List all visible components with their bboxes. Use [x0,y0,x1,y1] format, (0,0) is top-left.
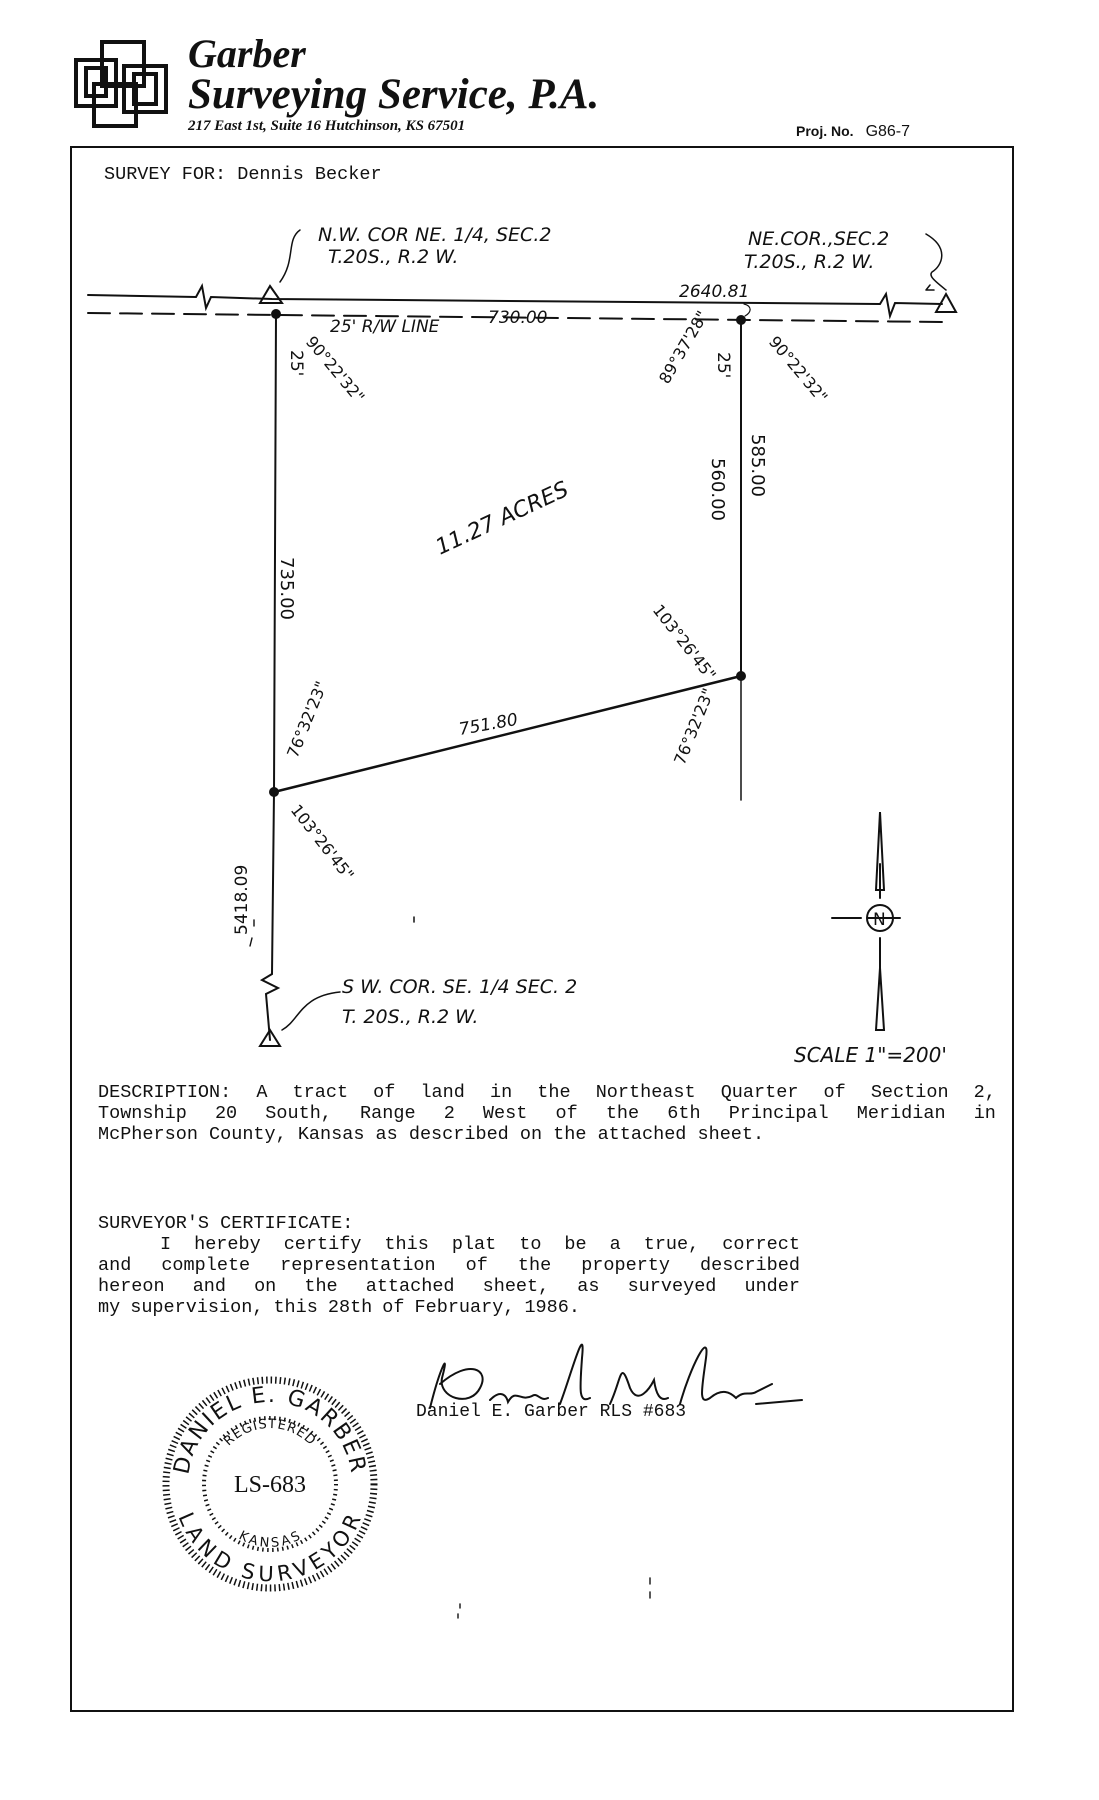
angle-nw: 90°22'32" [301,332,369,407]
text-word: land [420,1082,465,1103]
description-line [98,1103,996,1124]
angle-ne-inner: 89°37'28" [655,307,712,387]
south-property-line [274,676,741,792]
west-line-distance: 735.00 [276,557,297,620]
project-number-label: Proj. No. [796,123,854,139]
east-offset-label: 25' [713,352,733,379]
seal-inner-top: REGISTERED [221,1416,319,1450]
text-word: under [744,1276,800,1297]
west-offset-label: 25' [286,350,306,377]
se-survey-point [736,671,746,681]
text-word: tract [292,1082,349,1103]
text-word: of [373,1082,396,1103]
angle-ne-outer: 90°22'32" [764,332,832,407]
west-property-line [274,314,276,792]
text-word: I [160,1234,172,1255]
north-label: N [873,910,886,930]
text-word: Principal [728,1103,829,1124]
text-word: supervision, [130,1297,264,1318]
certificate-line [98,1255,800,1276]
section-line-distance: 2640.81 [679,282,750,302]
company-name-line1: Garber [188,31,306,76]
text-word: hereon [98,1276,165,1297]
nw-corner-label-line1: N.W. COR NE. 1/4, SEC.2 [318,224,552,246]
ne-survey-point [736,315,746,325]
signer-name: Daniel E. Garber RLS #683 [416,1402,687,1422]
text-word: Meridian [856,1103,946,1124]
nw-corner-label-line2: T.20S., R.2 W. [328,246,459,268]
text-word: Range [360,1103,416,1124]
rw-line-label: 25' R/W LINE [330,317,440,337]
angle-sw-upper: 76°32'23" [283,678,331,761]
certificate-heading: SURVEYOR'S CERTIFICATE: [98,1213,354,1234]
text-word: the [304,1276,338,1297]
scale-label: SCALE 1"=200' [794,1043,947,1067]
text-word: McPherson County, Kansas as described on the attached sheet. [98,1124,765,1145]
angle-sw-lower: 103°26'45" [286,800,358,885]
ne-corner-label-line1: NE.COR.,SEC.2 [748,228,890,250]
text-word: the [517,1255,552,1276]
seal-top-text: DANIEL E. GARBER [169,1382,371,1477]
surveyor-certificate [98,1213,800,1318]
text-word: 2 [443,1103,455,1124]
text-word: 2, [973,1082,996,1103]
text-word: in [973,1103,996,1124]
text-word: certify [283,1234,362,1255]
text-word: 6th [667,1103,701,1124]
project-number-value: G86-7 [865,123,911,140]
nw-survey-point [271,309,281,319]
text-word: on [254,1276,277,1297]
text-word: 1986. [524,1297,580,1318]
text-word: of [555,1103,578,1124]
north-arrow-icon [832,812,900,1030]
text-word: to [519,1234,542,1255]
acreage-label: 11.27 ACRES [431,477,573,561]
text-word: 20 [214,1103,238,1124]
sw-survey-point [269,787,279,797]
text-word: and [98,1255,132,1276]
text-word: be [564,1234,587,1255]
sw-corner-label-line1: S W. COR. SE. 1/4 SEC. 2 [342,976,578,998]
text-word: complete [161,1255,251,1276]
text-word: described [700,1255,800,1276]
sw-distance-label: 5418.09 [232,864,252,935]
certificate-line [98,1297,800,1318]
text-word: this [384,1234,429,1255]
text-word: West [482,1103,528,1124]
text-word: Township [98,1103,187,1124]
text-word: the [537,1082,571,1103]
nw-corner-triangle [260,286,282,303]
south-line-distance: 751.80 [457,709,520,740]
text-word: of [465,1255,488,1276]
text-word: representation [280,1255,436,1276]
sw-corner-label-line2: T. 20S., R.2 W. [342,1006,479,1028]
text-word: of [382,1297,405,1318]
east-line-distance-outer: 585.00 [747,434,768,497]
text-word: February, [414,1297,515,1318]
text-word: South, [265,1103,332,1124]
text-word: the [605,1103,640,1124]
text-word: property [581,1255,671,1276]
text-word: A [256,1082,268,1103]
text-word: this [273,1297,318,1318]
text-word: hereby [194,1234,261,1255]
seal-number: LS-683 [234,1472,306,1498]
text-word: sheet, [482,1276,550,1297]
seal-bottom-text: LAND SURVEYOR [173,1508,367,1587]
east-line-distance-inner: 560.00 [707,458,728,521]
text-word: as [577,1276,600,1297]
text-word: Section [870,1082,949,1103]
text-word: and [192,1276,226,1297]
company-address: 217 East 1st, Suite 16 Hutchinson, KS 67501 [188,118,466,134]
text-word: of [823,1082,846,1103]
text-word: surveyed [627,1276,717,1297]
text-word: in [489,1082,513,1103]
angle-se-lower: 76°32'23" [670,685,718,768]
survey-for: SURVEY FOR: Dennis Becker [104,164,382,185]
land-surveyor-seal [160,1374,380,1594]
text-word: correct [722,1234,800,1255]
text-word: true, [643,1234,700,1255]
text-word: Northeast [595,1082,696,1103]
angle-se-upper: 103°26'45" [648,600,720,685]
north-line-distance: 730.00 [488,308,548,328]
text-word: my [98,1297,121,1318]
text-word: plat [451,1234,497,1255]
text-word: attached [365,1276,455,1297]
certificate-line [98,1276,800,1297]
description-block [98,1082,996,1145]
southwest-section-line [262,792,278,1040]
text-word: DESCRIPTION: [98,1082,232,1103]
seal-inner-bottom: KANSAS [236,1528,304,1552]
description-line [98,1082,996,1103]
text-word: a [609,1234,621,1255]
text-word: 28th [327,1297,373,1318]
certificate-line [98,1234,800,1255]
description-line [98,1124,996,1145]
text-word: Quarter [720,1082,799,1103]
company-name-line2: Surveying Service, P.A. [188,71,600,118]
ne-corner-label-line2: T.20S., R.2 W. [744,251,875,273]
